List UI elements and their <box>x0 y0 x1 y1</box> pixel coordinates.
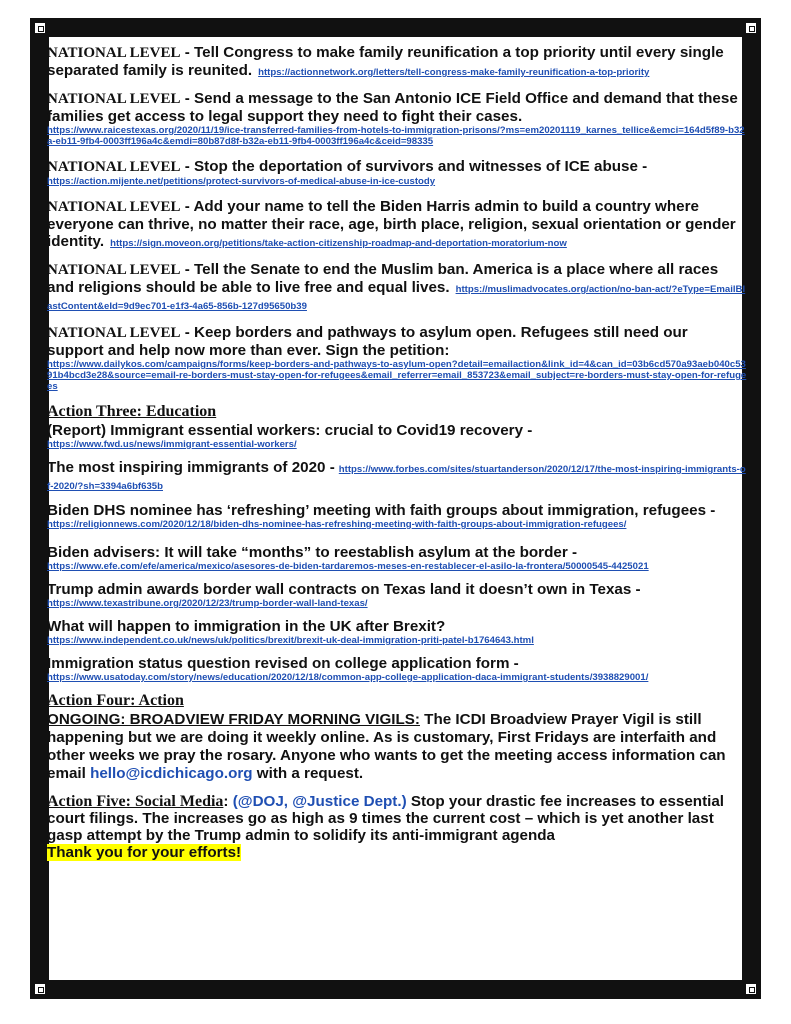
action-text: Stop the deportation of survivors and witnesses of ICE abuse - <box>194 158 648 175</box>
education-item <box>47 422 747 450</box>
action-text: Tell the Senate to end the Muslim ban. America is a place where all races and religions should be able to live free and equal lives. <box>47 261 719 296</box>
level-label: NATIONAL LEVEL <box>47 91 181 107</box>
petition-link[interactable]: https://www.dailykos.com/campaigns/forms/keep-borders-and-pathways-to-asylum-open?detail=emailaction&link_id=4&can_id=03b6cd570a93aeb040c5391b4bcd3e28&source=email-re-borders-must-stay-open-for-refugees&email_referrer=email_853723&email_subject=re-borders-must-stay-open-for-refugees <box>47 359 747 392</box>
action-text: Send a message to the San Antonio ICE Field Office and demand that these families get access to legal support they need to fight their cases. <box>47 90 738 125</box>
national-item <box>47 198 747 250</box>
level-label: NATIONAL LEVEL <box>47 45 181 61</box>
national-item <box>47 90 747 147</box>
article-title: Biden advisers: It will take “months” to reestablish asylum at the border - <box>47 544 578 561</box>
article-title: Immigration status question revised on college application form - <box>47 655 519 672</box>
petition-link[interactable]: https://action.mijente.net/petitions/protect-survivors-of-medical-abuse-in-ice-custody <box>47 176 436 187</box>
vigil-title: ONGOING: BROADVIEW FRIDAY MORNING VIGILS: <box>47 711 420 728</box>
social-mention: (@DOJ, @Justice Dept.) <box>232 793 407 810</box>
article-title: (Report) Immigrant essential workers: crucial to Covid19 recovery - <box>47 422 533 439</box>
level-label: NATIONAL LEVEL <box>47 199 181 215</box>
action-text: Keep borders and pathways to asylum open. Refugees still need our support and help now more than ever. Sign the petition: <box>47 324 688 359</box>
vigil-end: with a request. <box>252 765 364 782</box>
national-item-text <box>47 324 747 359</box>
education-item <box>47 655 747 683</box>
article-link[interactable]: https://www.fwd.us/news/immigrant-essential-workers/ <box>47 439 297 450</box>
separator: - <box>180 261 195 278</box>
education-item <box>47 459 747 493</box>
action-text: Add your name to tell the Biden Harris admin to build a country where everyone can thrive, no matter their race, age, birth place, religion, sexual orientation or gender identity. <box>47 198 736 250</box>
national-item-text <box>47 90 747 125</box>
vigil-paragraph <box>47 711 747 783</box>
border-corner <box>744 21 758 35</box>
social-text: Stop your drastic fee increases to essential court filings. The increases go as high as 9 times the current cost – which is yet another last gasp attempt by the Trump admin to solidify its anti-immigrant agenda <box>47 793 725 844</box>
article-link[interactable]: https://religionnews.com/2020/12/18/biden-dhs-nominee-has-refreshing-meeting-with-faith-groups-about-immigration-refugees/ <box>47 519 627 530</box>
email-link[interactable]: hello@icdichicago.org <box>90 765 253 782</box>
article-title-wrap <box>47 459 747 493</box>
article-title: The most inspiring immigrants of 2020 - <box>47 459 335 476</box>
national-item-text <box>47 261 747 313</box>
national-item <box>47 44 747 79</box>
border-bottom <box>33 980 758 996</box>
article-link[interactable]: https://www.usatoday.com/story/news/education/2020/12/18/common-app-college-application-daca-immigrant-students/3938829001/ <box>47 672 649 683</box>
education-item <box>47 502 747 530</box>
article-link[interactable]: https://www.texastribune.org/2020/12/23/trump-border-wall-land-texas/ <box>47 598 368 609</box>
section-heading-social: Action Five: Social Media <box>47 793 224 810</box>
level-label: NATIONAL LEVEL <box>47 325 181 341</box>
border-top <box>33 21 758 37</box>
separator: - <box>180 158 195 175</box>
level-label: NATIONAL LEVEL <box>47 262 181 278</box>
section-heading-action: Action Four: Action <box>47 692 184 709</box>
education-item <box>47 581 747 609</box>
national-item-text <box>47 44 747 79</box>
document-body <box>47 44 747 861</box>
article-link[interactable]: https://www.independent.co.uk/news/uk/politics/brexit/brexit-uk-deal-immigration-priti-patel-b1764643.html <box>47 635 534 646</box>
social-paragraph <box>47 793 747 861</box>
action-text: Tell Congress to make family reunification a top priority until every single separated family is reunited. <box>47 44 724 79</box>
level-label: NATIONAL LEVEL <box>47 159 181 175</box>
section-heading-education: Action Three: Education <box>47 403 217 420</box>
colon: : <box>223 793 233 810</box>
article-link[interactable]: https://www.forbes.com/sites/stuartanderson/2020/12/17/the-most-inspiring-immigrants-of-2020/?sh=3394a6bf635b <box>47 464 746 492</box>
petition-link[interactable]: https://sign.moveon.org/petitions/take-action-citizenship-roadmap-and-deportation-moratorium-now <box>110 238 567 249</box>
article-title: What will happen to immigration in the UK after Brexit? <box>47 618 446 635</box>
article-title: Trump admin awards border wall contracts on Texas land it doesn’t own in Texas - <box>47 581 641 598</box>
thanks-highlight: Thank you for your efforts! <box>47 844 242 861</box>
separator: - <box>180 90 195 107</box>
national-item-text <box>47 198 747 250</box>
border-corner <box>33 21 47 35</box>
petition-link[interactable]: https://www.raicestexas.org/2020/11/19/ice-transferred-families-from-hotels-to-immigration-prisons/?ms=em20201119_karnes_tellice&emci=164d5f89-b32a-eb11-9fb4-0003ff196a4c&emdi=80b87d8f-b32a-eb11-9fb4-0003ff196a4c&ceid=98335 <box>47 125 745 147</box>
separator: - <box>180 44 195 61</box>
separator: - <box>180 324 195 341</box>
national-item <box>47 324 747 392</box>
article-link[interactable]: https://www.efe.com/efe/america/mexico/asesores-de-biden-tardaremos-meses-en-restablecer-el-asilo-la-frontera/50000545-4425021 <box>47 561 649 572</box>
national-item-text <box>47 158 747 176</box>
vigil-text: The ICDI Broadview Prayer Vigil is still happening but we are doing it weekly online. As is customary, First Fridays are interfaith and other weeks we pray the rosary. Anyone who wants to get the meeting access information can email <box>47 711 726 782</box>
education-item <box>47 544 747 572</box>
education-item <box>47 618 747 646</box>
petition-link[interactable]: https://muslimadvocates.org/action/no-ban-act/?eType=EmailBlastContent&eId=9d9ec701-e1f3-4a65-856b-127d95650b39 <box>47 284 746 312</box>
border-corner <box>33 982 47 996</box>
separator: - <box>180 198 194 215</box>
national-item <box>47 261 747 313</box>
petition-link[interactable]: https://actionnetwork.org/letters/tell-congress-make-family-reunification-a-top-priority <box>258 67 650 78</box>
border-corner <box>744 982 758 996</box>
article-title: Biden DHS nominee has ‘refreshing’ meeting with faith groups about immigration, refugees - <box>47 502 716 519</box>
national-item <box>47 158 747 187</box>
